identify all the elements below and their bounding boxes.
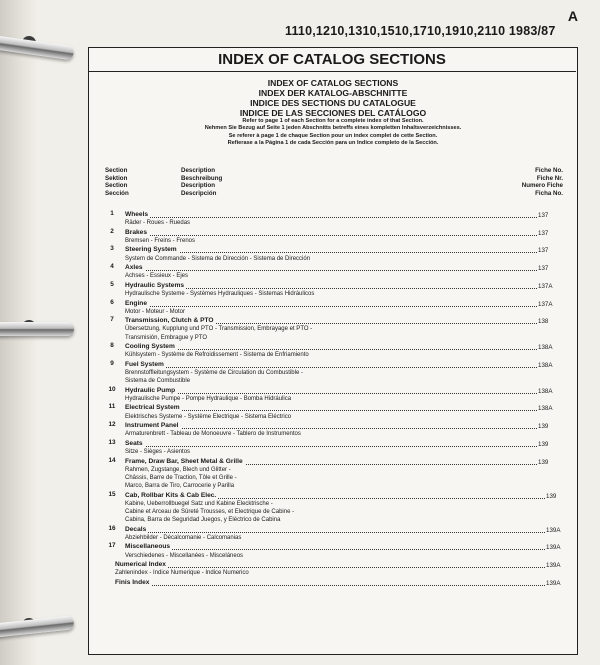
reference-es: Refierase a la Página 1 de cada Sección para un Indice completo de la Sección. bbox=[227, 140, 439, 147]
section-name[interactable]: Transmission, Clutch & PTO bbox=[125, 317, 214, 325]
leader-dots bbox=[125, 428, 537, 429]
section-number: 2 bbox=[110, 227, 114, 235]
fiche-number[interactable]: 139A bbox=[546, 579, 561, 587]
heading-de: INDEX DER KATALOG-ABSCHNITTE bbox=[258, 88, 408, 98]
section-number: 15 bbox=[108, 490, 116, 498]
fiche-number[interactable]: 138A bbox=[538, 361, 553, 369]
binder-ring-middle bbox=[0, 322, 74, 336]
fiche-number[interactable]: 139 bbox=[538, 458, 549, 466]
section-translation: Abziehbilder - Décalcomanie - Calcomanias bbox=[125, 534, 242, 541]
section-name[interactable]: Wheels bbox=[125, 211, 149, 218]
section-translation: Cabina, Barra de Seguridad Juegos, y Eléctrico de Cabina bbox=[125, 517, 281, 524]
fiche-number[interactable]: 139 bbox=[546, 492, 557, 500]
section-name[interactable]: Instrument Panel bbox=[125, 422, 179, 430]
section-number: 5 bbox=[110, 280, 114, 288]
page-title: INDEX OF CATALOG SECTIONS bbox=[88, 47, 576, 72]
leader-dots bbox=[115, 585, 545, 586]
section-number: 8 bbox=[110, 342, 114, 350]
fiche-number[interactable]: 139A bbox=[546, 526, 561, 534]
section-number: 11 bbox=[108, 403, 116, 411]
fiche-number[interactable]: 137 bbox=[538, 247, 549, 255]
section-name[interactable]: Hydraulic Pump bbox=[125, 386, 176, 394]
reference-de: Nehmen Sie Bezug auf Seite 1 jeden Abschnitts betreffs eines kompletten Inhaltsverzeichnisses. bbox=[204, 125, 462, 132]
section-name[interactable]: Steering System bbox=[125, 246, 177, 254]
section-name[interactable]: Hydraulic Systems bbox=[125, 281, 185, 289]
section-number: 7 bbox=[110, 316, 114, 324]
section-translation: Hydraulische Systeme - Systèmes Hydrauliques - Sistemas Hidráulicos bbox=[125, 290, 315, 297]
section-translation: Kühlsystem - Système de Refroidissement - Sistema de Enfriamiento bbox=[125, 352, 309, 359]
page-letter: A bbox=[567, 8, 578, 24]
section-translation: System de Commande - Sistema de Dirección - Sistema de Dirección bbox=[125, 255, 311, 262]
leader-dots bbox=[125, 270, 537, 271]
section-name[interactable]: Cab, Rollbar Kits & Cab Elec. bbox=[125, 491, 217, 499]
fiche-number[interactable]: 138A bbox=[538, 344, 553, 352]
column-section: Section Sektion Section Sección bbox=[105, 167, 129, 197]
fiche-number[interactable]: 137A bbox=[538, 282, 553, 290]
section-translation: Châssis, Barre de Traction, Tôle et Grille - bbox=[125, 474, 237, 481]
section-name[interactable]: Cooling System bbox=[125, 343, 175, 351]
index-panel bbox=[88, 47, 578, 655]
section-name[interactable]: Finis Index bbox=[115, 578, 150, 586]
leader-dots bbox=[125, 446, 537, 447]
section-number: 3 bbox=[110, 245, 114, 253]
section-name[interactable]: Engine bbox=[125, 299, 147, 307]
section-translation: Cabine et Arceau de Sûreté Trousses, et Electrique de Cabine - bbox=[125, 508, 295, 515]
leader-dots bbox=[125, 349, 537, 350]
reference-fr: Se referer à page 1 de chaque Section pour un index complet de cette Section. bbox=[228, 132, 438, 139]
reference-en: Refer to page 1 of each Section for a complete index of that Section. bbox=[242, 118, 424, 124]
leader-dots bbox=[125, 549, 545, 550]
section-translation: Brennstoffleitungsystem - Système de Circulation du Combustible - bbox=[125, 369, 303, 376]
section-translation: Transmisión, Embrague y PTO bbox=[125, 334, 208, 341]
section-name[interactable]: Fuel System bbox=[125, 360, 164, 368]
fiche-number[interactable]: 138A bbox=[538, 387, 553, 395]
section-name[interactable]: Frame, Draw Bar, Sheet Metal & Grille bbox=[125, 457, 243, 465]
fiche-number[interactable]: 139 bbox=[538, 440, 549, 448]
section-number: 4 bbox=[110, 263, 114, 271]
section-translation: Bremsen - Freins - Frenos bbox=[125, 237, 196, 244]
column-fiche: Fiche No. Fiche Nr. Numero Fiche Ficha No. bbox=[521, 167, 563, 197]
leader-dots bbox=[125, 393, 537, 394]
leader-dots bbox=[115, 567, 545, 568]
section-name[interactable]: Miscellaneous bbox=[125, 543, 171, 551]
fiche-number[interactable]: 138A bbox=[538, 405, 553, 413]
section-translation: Übersetzung, Kupplung und PTO - Transmission, Embrayage et PTO - bbox=[125, 326, 313, 333]
section-number: 1 bbox=[110, 210, 114, 217]
fiche-number[interactable]: 137 bbox=[538, 212, 549, 219]
section-translation: Kabine, Ueberrollbuegel Satz und Kabine Elecktrische - bbox=[125, 500, 273, 507]
leader-dots bbox=[125, 252, 537, 253]
section-translation: Marco, Barra de Tiro, Carrocerie y Parilla bbox=[125, 483, 235, 490]
heading-fr: INDICE DES SECTIONS DU CATALOGUE bbox=[250, 98, 416, 108]
section-translation: Achses - Essieux - Ejes bbox=[125, 273, 189, 280]
leader-dots bbox=[125, 306, 537, 307]
section-name[interactable]: Brakes bbox=[125, 228, 147, 236]
heading-en: INDEX OF CATALOG SECTIONS bbox=[267, 78, 399, 88]
section-number: 9 bbox=[110, 359, 114, 367]
model-list: 1110,1210,1310,1510,1710,1910,2110 1983/87 bbox=[285, 24, 556, 38]
heading-es: INDICE DE LAS SECCIONES DEL CATÁLOGO bbox=[239, 108, 427, 118]
section-translation: Verschiedenes - Miscellanées - Misceláneos bbox=[125, 552, 244, 559]
section-number: 12 bbox=[108, 421, 116, 429]
section-name[interactable]: Numerical Index bbox=[115, 561, 166, 569]
fiche-number[interactable]: 138 bbox=[538, 318, 549, 326]
leader-dots bbox=[125, 367, 537, 368]
section-number: 16 bbox=[108, 524, 116, 532]
section-translation: Sistema de Combustible bbox=[125, 378, 191, 385]
leader-dots bbox=[125, 532, 545, 533]
section-name[interactable]: Electrical System bbox=[125, 404, 180, 412]
section-translation: Armaturenbrett - Tableau de Monoeuvre - Tablero de Instrumentos bbox=[125, 431, 301, 438]
section-translation: Elektrisches Systeme - Système Electrique - Sistema Eléctrico bbox=[125, 413, 292, 420]
section-number: 10 bbox=[108, 385, 116, 393]
section-name[interactable]: Axles bbox=[125, 264, 143, 272]
section-translation: Zahlenindex - Indice Numerique - Indice Numerico bbox=[115, 570, 249, 577]
leader-dots bbox=[125, 235, 537, 236]
section-name[interactable]: Decals bbox=[125, 525, 147, 533]
leader-dots bbox=[125, 410, 537, 411]
section-translation: Sitze - Sièges - Asientos bbox=[125, 448, 191, 455]
headings-block bbox=[89, 78, 577, 148]
section-translation: Hydraulische Pumpe - Pompe Hydraulique - Bomba Hidráulica bbox=[125, 395, 292, 402]
fiche-number[interactable]: 137A bbox=[538, 300, 553, 308]
fiche-number[interactable]: 139A bbox=[546, 562, 561, 570]
fiche-number[interactable]: 139 bbox=[538, 423, 549, 431]
fiche-number[interactable]: 139A bbox=[546, 544, 561, 552]
leader-dots bbox=[125, 217, 537, 218]
section-translation: Rahmen, Zugstange, Blech und Glitter - bbox=[125, 466, 231, 473]
section-number: 13 bbox=[108, 438, 116, 446]
section-number: 17 bbox=[108, 542, 116, 550]
section-name[interactable]: Seats bbox=[125, 439, 143, 447]
leader-dots bbox=[125, 288, 537, 289]
column-description: Description Beschreibung Description Descripción bbox=[181, 167, 223, 197]
fiche-number[interactable]: 137 bbox=[538, 265, 549, 273]
section-number: 14 bbox=[108, 456, 116, 464]
section-translation: Räder - Roues - Ruedas bbox=[125, 220, 191, 227]
fiche-number[interactable]: 137 bbox=[538, 229, 549, 237]
section-number: 6 bbox=[110, 298, 114, 306]
section-translation: Motor - Moteur - Motor bbox=[125, 308, 186, 315]
